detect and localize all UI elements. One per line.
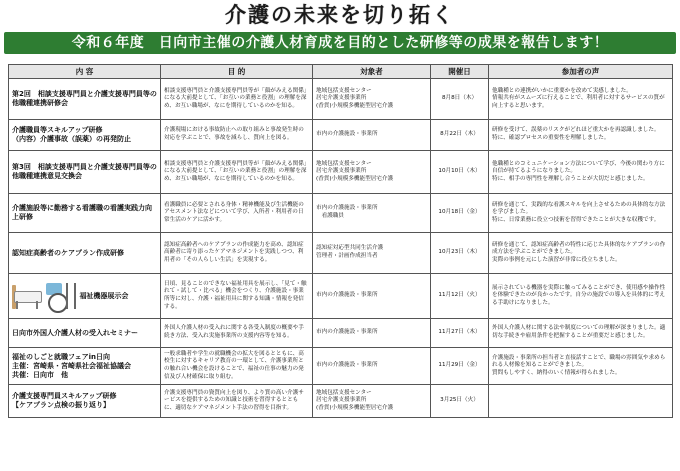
row-target: 市内の介護施設・事業所 — [313, 319, 431, 348]
table-header-row — [9, 65, 673, 79]
subtitle-banner: 令和６年度 日向市主催の介護人材育成を目的とした研修等の成果を報告します！ — [4, 32, 676, 54]
row-target: 市内の介護施設・事業所 — [313, 120, 431, 151]
row-target: 認知症対応型共同生活介護 管理者・計画作成担当者 — [313, 233, 431, 274]
row-content: 日向市外国人介護人材の受入れセミナー — [9, 319, 161, 348]
row-voice: 展示されている機器を実際に触ってみることができ、使用感や操作性を体験できたのが良かったです。自分の施設での導入を具体的に考える手助けになりました。 — [489, 274, 673, 319]
table-row — [9, 274, 673, 319]
row-voice: 他職種とのコミュニケーション方法について学び、今後の関わり方に自信が持てるようになりました。 特に、相手の専門性を理解し合うことが大切だと感じました。 — [489, 151, 673, 194]
table-row — [9, 319, 673, 348]
row-voice: 介護施設・事業所の担当者と直接話すことで、職場の雰囲気や求められる人材像を知ることができました。 質問もしやすく、納得のいく情報が得られました。 — [489, 348, 673, 385]
row-target: 市内の介護施設・事業所 — [313, 274, 431, 319]
row-date: 8月22日（木） — [431, 120, 489, 151]
row-content: 第2回 相談支援専門員と介護支援専門員等の他職種連携研修会 — [9, 79, 161, 120]
row-purpose: 認知症高齢者へのケアプランの作成能力を高め、認知症高齢者に寄り添ったケアマネジメントを実践しつつ、利用者の「その人らしい生活」を実現する。 — [161, 233, 313, 274]
table-row — [9, 151, 673, 194]
row-purpose: 介護支援専門員の資質向上を図り、より質の高い介護サービスを提供するための知識と技術を習得するとともに、適切なケアマネジメント手法の習得を目指す。 — [161, 385, 313, 418]
row-voice: 研修を通じて、認知症高齢者の特性に応じた具体的なケアプランの作成方法を学ぶことができました。 実際の事例を元にした演習が非常に役立ちました。 — [489, 233, 673, 274]
row-content: 介護施設等に勤務する看護職の看護実践力向上研修 — [9, 194, 161, 233]
row-target: 市内の介護施設・事業所 看護職員 — [313, 194, 431, 233]
table-row — [9, 120, 673, 151]
row-voice: 外国人介護人材に関する法や制度についての理解が深まりました。適切な手続きや雇用条件を把握することが重要だと感じました。 — [489, 319, 673, 348]
row-date: 11月12日（火） — [431, 274, 489, 319]
row-date: 10月10日（木） — [431, 151, 489, 194]
column-header-target: 対象者 — [313, 65, 431, 79]
row-content-expo — [9, 274, 161, 319]
table-row — [9, 385, 673, 418]
row-date: 8月8日（木） — [431, 79, 489, 120]
table-row — [9, 348, 673, 385]
row-voice: 研修を受けて、誤薬のリスクがどれほど重大かを再認識しました。 特に、確認プロセスの重要性を理解しました。 — [489, 120, 673, 151]
row-voice: 研修を通じて、実践的な看護スキルを向上させるための具体的な方法を学びました。 特に、日常業務に役立つ技術を習得できたことが大きな収穫です。 — [489, 194, 673, 233]
row-voice: 他職種との連携がいかに重要かを改めて実感しました。 情報共有がスムーズに行えることで、利用者に対するサービスの質が向上すると思います。 — [489, 79, 673, 120]
row-target: 市内の介護施設・事業所 — [313, 348, 431, 385]
row-date: 10月23日（木） — [431, 233, 489, 274]
row-content: 福祉機器展示会 — [79, 291, 129, 300]
column-header-purpose: 目 的 — [161, 65, 313, 79]
row-date: 3月25日（火） — [431, 385, 489, 418]
row-content: 福祉のしごと就職フェアin日向 主催：宮崎県・宮崎県社会福祉協議会 共催：日向市 他 — [9, 348, 161, 385]
row-purpose: 日頃、見ることのできない福祉用具を展示し、「見て・触れて・試して・比べる」機会をつくり、介護施設・事業所等に対し、介護・福祉用具に関する知識・情報を発信する。 — [161, 274, 313, 319]
row-purpose: 外国人介護人材の受入れに関する各受入制度の概要や手続き方法、受入れ実施事業所の支援内容等を知る。 — [161, 319, 313, 348]
row-purpose: 介護現場における事故防止への取り組みと事故発生時の対応を学ぶことで、事故を減らし、質向上を図る。 — [161, 120, 313, 151]
row-purpose: 相談支援専門員と介護支援専門員等が「顔がみえる関係」になる大前提として、「お互いの業務と役割」の理解を深め、お互い職場が、なにを期待しているのかを知る。 — [161, 151, 313, 194]
care-equipment-illustration-icon — [10, 277, 74, 315]
table-row — [9, 79, 673, 120]
row-purpose: 看護職員に必要とされる身体・精神機能及び生活機能のアセスメント法などについて学び、入所者・利用者の日常生活のケアに活かす。 — [161, 194, 313, 233]
table-row — [9, 233, 673, 274]
row-target: 地域包括支援センター 居宅介護支援事業所 (香貫)小規模多機能型居宅介護 — [313, 79, 431, 120]
row-target: 地域包括支援センター 居宅介護支援事業所 (香貫)小規模多機能型居宅介護 — [313, 385, 431, 418]
table-row — [9, 194, 673, 233]
row-purpose: 相談支援専門員と介護支援専門員等が「顔がみえる関係」になる大前提として、「お互いの業務と役割」の理解を深め、お互い職場が、なにを期待しているのかを知る。 — [161, 79, 313, 120]
row-content: 認知症高齢者のケアプラン作成研修 — [9, 233, 161, 274]
column-header-date: 開催日 — [431, 65, 489, 79]
row-date: 10月18日（金） — [431, 194, 489, 233]
column-header-content: 内 容 — [9, 65, 161, 79]
row-purpose: 一般求職者や学生の就職機会の拡大を図るとともに、高校生に対するキャリア教育の一環として、介護事業所との触れ合い機会を設けることで、福祉の仕事の魅力の発信及び人材確保に取り組む。 — [161, 348, 313, 385]
row-date: 11月29日（金） — [431, 348, 489, 385]
row-content: 第3回 相談支援専門員と介護支援専門員等の他職種連携意見交換会 — [9, 151, 161, 194]
row-target: 地域包括支援センター 居宅介護支援事業所 (香貫)小規模多機能型居宅介護 — [313, 151, 431, 194]
row-date: 11月27日（木） — [431, 319, 489, 348]
row-voice — [489, 385, 673, 418]
column-header-voice: 参加者の声 — [489, 65, 673, 79]
page-title: 介護の未来を切り拓く — [225, 3, 455, 27]
row-content: 介護支援専門員スキルアップ研修 【ケアプラン点検の振り返り】 — [9, 385, 161, 418]
row-content: 介護職員等スキルアップ研修 （内容）介護事故（誤薬）の再発防止 — [9, 120, 161, 151]
training-report-table — [8, 64, 673, 418]
